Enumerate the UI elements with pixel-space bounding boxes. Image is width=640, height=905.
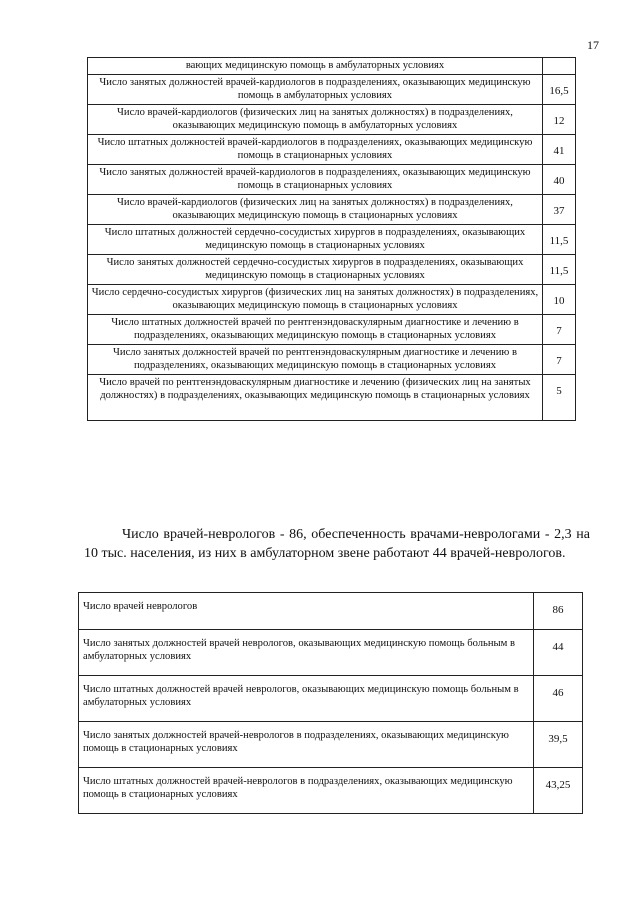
- row-value: 7: [543, 345, 576, 375]
- table-row: [88, 375, 576, 421]
- row-label: Число штатных должностей врачей неврологов, оказывающих медицинскую помощь больным в амбулаторных условиях: [79, 676, 534, 722]
- row-value: 44: [534, 630, 583, 676]
- row-label: Число занятых должностей врачей неврологов, оказывающих медицинскую помощь больным в амбулаторных условиях: [79, 630, 534, 676]
- table-row: [79, 593, 583, 630]
- table-row: [79, 676, 583, 722]
- table-row: [79, 768, 583, 814]
- row-label: Число штатных должностей сердечно-сосудистых хирургов в подразделениях, оказывающих медицинскую помощь в стационарных условиях: [88, 225, 543, 255]
- row-value: 40: [543, 165, 576, 195]
- table-row: [88, 135, 576, 165]
- table-row: [88, 315, 576, 345]
- row-label: Число врачей неврологов: [79, 593, 534, 630]
- table-row: [88, 75, 576, 105]
- table-row: [79, 722, 583, 768]
- row-value: [543, 58, 576, 75]
- row-value: 16,5: [543, 75, 576, 105]
- row-label: Число врачей-кардиологов (физических лиц на занятых должностях) в подразделениях, оказывающих медицинскую помощь в стационарных условиях: [88, 195, 543, 225]
- neurologists-paragraph: Число врачей-неврологов - 86, обеспеченность врачами-неврологами - 2,3 на 10 тыс. населения, из них в амбулаторном звене работают 44 врачей-неврологов.: [84, 527, 590, 561]
- row-value: 37: [543, 195, 576, 225]
- row-label: Число штатных должностей врачей-кардиологов в подразделениях, оказывающих медицинскую помощь в стационарных условиях: [88, 135, 543, 165]
- row-label: Число врачей-кардиологов (физических лиц на занятых должностях) в подразделениях, оказывающих медицинскую помощь в амбулаторных условиях: [88, 105, 543, 135]
- table-row: [88, 105, 576, 135]
- row-value: 46: [534, 676, 583, 722]
- row-value: 43,25: [534, 768, 583, 814]
- table-row: [88, 58, 576, 75]
- row-label: Число сердечно-сосудистых хирургов (физических лиц на занятых должностях) в подразделениях, оказывающих медицинскую помощь в стационарных условиях: [88, 285, 543, 315]
- table-row: [79, 630, 583, 676]
- table-row: [88, 255, 576, 285]
- row-label: Число штатных должностей врачей по рентгенэндоваскулярным диагностике и лечению в подразделениях, оказывающих медицинскую помощь в стационарных условиях: [88, 315, 543, 345]
- neurology-staff-table: [78, 592, 583, 814]
- page-number: 17: [587, 38, 599, 52]
- row-label: Число занятых должностей врачей по рентгенэндоваскулярным диагностике и лечению в подразделениях, оказывающих медицинскую помощь в стационарных условиях: [88, 345, 543, 375]
- row-value: 5: [543, 375, 576, 421]
- table-row: [88, 225, 576, 255]
- row-label: Число занятых должностей врачей-кардиологов в подразделениях, оказывающих медицинскую помощь в амбулаторных условиях: [88, 75, 543, 105]
- row-value: 11,5: [543, 255, 576, 285]
- row-label: вающих медицинскую помощь в амбулаторных условиях: [88, 58, 543, 75]
- row-value: 12: [543, 105, 576, 135]
- row-value: 41: [543, 135, 576, 165]
- row-label: Число занятых должностей врачей-неврологов в подразделениях, оказывающих медицинскую помощь в стационарных условиях: [79, 722, 534, 768]
- cardiology-staff-table: [87, 57, 576, 421]
- row-label: Число штатных должностей врачей-неврологов в подразделениях, оказывающих медицинскую помощь в стационарных условиях: [79, 768, 534, 814]
- row-value: 86: [534, 593, 583, 630]
- row-value: 39,5: [534, 722, 583, 768]
- row-value: 10: [543, 285, 576, 315]
- row-label: Число занятых должностей врачей-кардиологов в подразделениях, оказывающих медицинскую помощь в стационарных условиях: [88, 165, 543, 195]
- row-label: Число врачей по рентгенэндоваскулярным диагностике и лечению (физических лиц на занятых должностях) в подразделениях, оказывающих медицинскую помощь в стационарных условиях: [88, 375, 543, 421]
- table-row: [88, 345, 576, 375]
- row-label: Число занятых должностей сердечно-сосудистых хирургов в подразделениях, оказывающих медицинскую помощь в стационарных условиях: [88, 255, 543, 285]
- table-row: [88, 165, 576, 195]
- row-value: 7: [543, 315, 576, 345]
- table-row: [88, 195, 576, 225]
- row-value: 11,5: [543, 225, 576, 255]
- table-row: [88, 285, 576, 315]
